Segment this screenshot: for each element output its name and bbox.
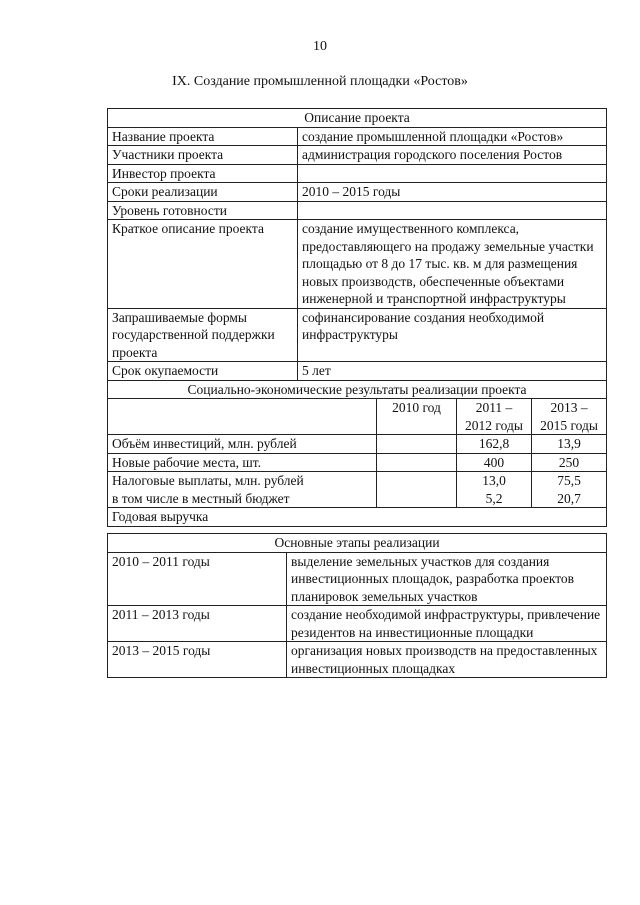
table-row [108,308,607,362]
cell-2010 [377,472,457,508]
tax-2012-line-1: 13,0 [482,473,506,488]
row-label: Годовая выручка [108,508,607,527]
table-section-header-row [108,534,607,553]
table-row [108,201,607,220]
row-label: Инвестор проекта [108,164,298,183]
description-header: Описание проекта [108,109,607,128]
cell-2010 [377,435,457,454]
table-row [108,220,607,309]
tax-label-line-1: Налоговые выплаты, млн. рублей [112,473,304,488]
implementation-stages-table [107,533,607,678]
row-label: Срок окупаемости [108,362,298,381]
tax-label-line-2: в том числе в местный бюджет [112,490,290,506]
row-value: создание имущественного комплекса, предоставляющего на продажу земельные участки площадью от 8 до 17 тыс. кв. м для размещения новых производств, обеспеченные объектами инженерной и транспортной инфраструктуры [298,220,607,309]
table-row [108,606,607,642]
results-corner-cell [108,399,377,435]
cell-2011-2012 [457,472,532,508]
cell-2011-2012: 400 [457,453,532,472]
table-row [108,508,607,527]
table-row [108,453,607,472]
row-label: Запрашиваемые формы государственной поддержки проекта [108,308,298,362]
row-value: софинансирование создания необходимой инфраструктуры [298,308,607,362]
row-value [298,164,607,183]
tax-2012-line-2: 5,2 [485,490,503,506]
table-section-header-row [108,109,607,128]
table-row [108,472,607,508]
row-label [108,472,377,508]
stage-period: 2010 – 2011 годы [108,552,287,606]
table-row [108,164,607,183]
row-label: Уровень готовности [108,201,298,220]
table-row [108,183,607,202]
cell-2011-2012: 162,8 [457,435,532,454]
column-header-2010: 2010 год [377,399,457,435]
stage-text: выделение земельных участков для создания инвестиционных площадок, разработка проектов планировок земельных участков [287,552,607,606]
section-heading: IX. Создание промышленной площадки «Ростов» [172,74,468,89]
row-value: 5 лет [298,362,607,381]
stages-header: Основные этапы реализации [108,534,607,553]
row-label: Краткое описание проекта [108,220,298,309]
table-row [108,642,607,678]
table-row [108,552,607,606]
project-description-table [107,108,607,527]
stage-text: создание необходимой инфраструктуры, привлечение резидентов на инвестиционные площадки [287,606,607,642]
results-header: Социально-экономические результаты реализации проекта [108,380,607,399]
row-label: Объём инвестиций, млн. рублей [108,435,377,454]
page-number: 10 [313,39,327,54]
cell-2013-2015: 13,9 [532,435,607,454]
row-label: Сроки реализации [108,183,298,202]
row-value [298,201,607,220]
row-label: Название проекта [108,127,298,146]
results-column-header-row [108,399,607,435]
cell-2013-2015 [532,472,607,508]
column-header-2011-2012: 2011 – 2012 годы [457,399,532,435]
row-label: Участники проекта [108,146,298,165]
table-row [108,127,607,146]
tax-2015-line-1: 75,5 [557,473,581,488]
tax-2015-line-2: 20,7 [557,490,581,506]
stage-period: 2011 – 2013 годы [108,606,287,642]
stage-period: 2013 – 2015 годы [108,642,287,678]
table-row [108,435,607,454]
row-value: 2010 – 2015 годы [298,183,607,202]
table-section-header-row [108,380,607,399]
row-label: Новые рабочие места, шт. [108,453,377,472]
row-value: администрация городского поселения Ростов [298,146,607,165]
cell-2010 [377,453,457,472]
cell-2013-2015: 250 [532,453,607,472]
row-value: создание промышленной площадки «Ростов» [298,127,607,146]
table-row [108,146,607,165]
stage-text: организация новых производств на предоставленных инвестиционных площадках [287,642,607,678]
table-row [108,362,607,381]
column-header-2013-2015: 2013 – 2015 годы [532,399,607,435]
